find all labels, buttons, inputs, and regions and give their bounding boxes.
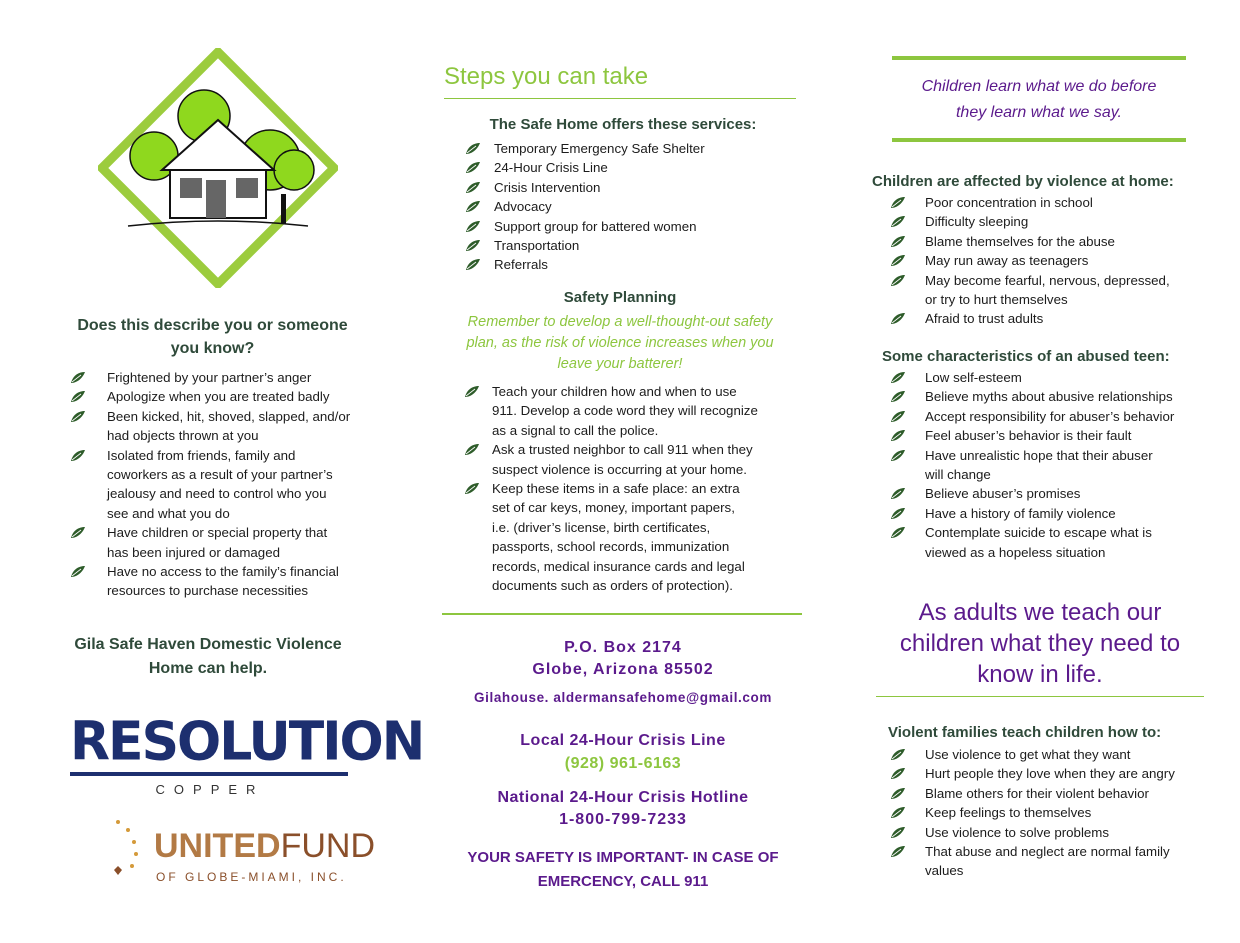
- list-item: [464, 440, 806, 479]
- list-item-text: resources to purchase necessities: [107, 583, 309, 599]
- leaf-bullet-icon: [890, 274, 906, 287]
- divider: [442, 613, 802, 615]
- list-item: [464, 382, 806, 440]
- teen-characteristics-list: [890, 368, 1212, 562]
- leaf-bullet-icon: [890, 826, 906, 839]
- list-item-text: Blame others for their violent behavior: [925, 785, 1149, 801]
- list-item-text: 24-Hour Crisis Line: [494, 160, 608, 176]
- email-link[interactable]: Gilahouse. aldermansafehome@gmail.com: [474, 690, 772, 705]
- list-item-text: Have unrealistic hope that their abuser: [925, 447, 1153, 463]
- list-item-text: Keep feelings to themselves: [925, 805, 1092, 821]
- list-item-text: That abuse and neglect are normal family: [925, 844, 1170, 860]
- leaf-bullet-icon: [890, 410, 906, 423]
- leaf-bullet-icon: [890, 806, 906, 819]
- list-item: [465, 139, 805, 158]
- list-item: [70, 523, 390, 562]
- list-item-text: will change: [925, 467, 991, 483]
- list-item-text: as a signal to call the police.: [492, 422, 659, 438]
- list-item-text: Hurt people they love when they are angry: [925, 766, 1175, 782]
- list-item: [890, 484, 1212, 503]
- list-item: [70, 387, 390, 406]
- leaf-bullet-icon: [890, 254, 906, 267]
- leaf-bullet-icon: [464, 443, 480, 456]
- list-item-text: had objects thrown at you: [107, 428, 259, 444]
- leaf-bullet-icon: [70, 565, 86, 578]
- list-item-text: i.e. (driver’s license, birth certificates,: [492, 519, 711, 535]
- leaf-bullet-icon: [890, 507, 906, 520]
- list-item-text: Been kicked, hit, shoved, slapped, and/or: [107, 408, 351, 424]
- list-item: [890, 232, 1210, 251]
- list-item-text: Temporary Emergency Safe Shelter: [494, 141, 705, 156]
- list-item-text: Poor concentration in school: [925, 195, 1093, 210]
- leaf-bullet-icon: [890, 748, 906, 761]
- list-item: [890, 504, 1212, 523]
- list-item: [890, 387, 1212, 406]
- list-item: [70, 407, 390, 446]
- list-item-text: Ask a trusted neighbor to call 911 when they: [492, 442, 753, 458]
- list-item: [890, 523, 1212, 562]
- local-crisis-label: Local 24-Hour Crisis Line: [520, 732, 726, 749]
- list-item-text: passports, school records, immunization: [492, 539, 730, 555]
- leaf-bullet-icon: [890, 449, 906, 462]
- list-item-text: Feel abuser’s behavior is their fault: [925, 428, 1132, 444]
- leaf-bullet-icon: [890, 767, 906, 780]
- list-item-text: Transportation: [494, 238, 580, 254]
- affected-title: Children are affected by violence at home:: [872, 173, 1174, 190]
- national-hotline-number[interactable]: 1-800-799-7233: [559, 811, 687, 828]
- list-item: [70, 368, 390, 387]
- list-item-text: Believe myths about abusive relationships: [925, 389, 1173, 405]
- leaf-bullet-icon: [465, 258, 481, 271]
- list-item: [890, 842, 1212, 881]
- list-item-text: Frightened by your partner’s anger: [107, 370, 312, 385]
- leaf-bullet-icon: [890, 196, 906, 209]
- list-item-text: values: [925, 863, 964, 879]
- list-item: [465, 197, 805, 216]
- leaf-bullet-icon: [70, 390, 86, 403]
- list-item: [890, 823, 1212, 842]
- list-item: [890, 309, 1210, 328]
- local-crisis-number[interactable]: (928) 961-6163: [564, 755, 682, 772]
- united-fund-logo: UNITEDFUND OF GLOBE-MIAMI, INC.: [62, 812, 362, 892]
- list-item-text: viewed as a hopeless situation: [925, 544, 1106, 560]
- list-item: [465, 255, 805, 274]
- affected-list: [890, 193, 1210, 329]
- leaf-bullet-icon: [890, 526, 906, 539]
- list-item-text: see and what you do: [107, 505, 230, 521]
- list-item: [890, 784, 1212, 803]
- leaf-bullet-icon: [464, 385, 480, 398]
- list-item-text: coworkers as a result of your partner’s: [107, 467, 333, 483]
- list-item-text: Afraid to trust adults: [925, 311, 1044, 327]
- leaf-bullet-icon: [890, 487, 906, 500]
- list-item-text: jealousy and need to control who you: [107, 486, 327, 502]
- list-item-text: Have a history of family violence: [925, 505, 1116, 521]
- leaf-bullet-icon: [890, 787, 906, 800]
- list-item-text: Crisis Intervention: [494, 179, 601, 195]
- panel-right: [868, 0, 1213, 943]
- list-item-text: has been injured or damaged: [107, 544, 280, 560]
- list-item-text: 911. Develop a code word they will recognize: [492, 403, 758, 419]
- list-item-text: Difficulty sleeping: [925, 214, 1029, 230]
- list-item-text: set of car keys, money, important papers,: [492, 500, 735, 516]
- list-item-text: documents such as orders of protection).: [492, 578, 733, 594]
- teen-title: Some characteristics of an abused teen:: [882, 348, 1170, 365]
- list-item-text: or try to hurt themselves: [925, 292, 1068, 308]
- list-item-text: Low self-esteem: [925, 370, 1022, 385]
- list-item: [465, 217, 805, 236]
- list-item: [890, 368, 1212, 387]
- list-item-text: Isolated from friends, family and: [107, 447, 296, 463]
- list-item: [890, 407, 1212, 426]
- leaf-bullet-icon: [70, 526, 86, 539]
- list-item: [890, 745, 1212, 764]
- warning-signs-list: [70, 368, 390, 601]
- list-item-text: Believe abuser’s promises: [925, 486, 1081, 502]
- list-item-text: Use violence to solve problems: [925, 824, 1110, 840]
- leaf-bullet-icon: [465, 161, 481, 174]
- leaf-bullet-icon: [465, 220, 481, 233]
- services-list: [465, 139, 805, 275]
- leaf-bullet-icon: [890, 235, 906, 248]
- panel-middle: [438, 0, 808, 943]
- list-item-text: Have children or special property that: [107, 525, 328, 541]
- list-item: [890, 193, 1210, 212]
- leaf-bullet-icon: [890, 390, 906, 403]
- city-address: Globe, Arizona 85502: [532, 661, 714, 678]
- services-title: The Safe Home offers these services:: [489, 116, 757, 133]
- panel-left: [40, 0, 424, 943]
- divider: [892, 56, 1186, 60]
- safety-planning-title: Safety Planning: [563, 289, 677, 306]
- list-item: [465, 158, 805, 177]
- list-item: [890, 426, 1212, 445]
- safety-planning-note: Remember to develop a well-thought-out safety plan, as the risk of violence increases when you leave your batterer!: [466, 314, 774, 372]
- list-item-text: Contemplate suicide to escape what is: [925, 525, 1152, 541]
- national-hotline-label: National 24-Hour Crisis Hotline: [497, 789, 749, 806]
- leaf-bullet-icon: [890, 312, 906, 325]
- safety-notice: YOUR SAFETY IS IMPORTANT- IN CASE OF EMERCENCY, CALL 911: [467, 849, 779, 890]
- list-item: [465, 178, 805, 197]
- leaf-bullet-icon: [890, 845, 906, 858]
- list-item: [464, 479, 806, 595]
- steps-heading: Steps you can take: [444, 63, 649, 90]
- list-item-text: Advocacy: [494, 199, 552, 215]
- list-item-text: Keep these items in a safe place: an extra: [492, 481, 740, 497]
- violent-families-list: [890, 745, 1212, 881]
- list-item-text: Blame themselves for the abuse: [925, 233, 1115, 249]
- list-item-text: Teach your children how and when to use: [492, 384, 737, 399]
- list-item: [465, 236, 805, 255]
- house-logo-icon: [98, 48, 338, 288]
- violent-families-title: Violent families teach children how to:: [888, 724, 1162, 741]
- list-item-text: Referrals: [494, 257, 548, 273]
- leaf-bullet-icon: [890, 215, 906, 228]
- crescent-moon-icon: [62, 812, 142, 892]
- po-box: P.O. Box 2174: [564, 639, 682, 656]
- adults-statement: As adults we teach our children what they need to know in life.: [899, 599, 1181, 688]
- list-item: [890, 251, 1210, 270]
- leaf-bullet-icon: [70, 371, 86, 384]
- quote: Children learn what we do before they learn what we say.: [921, 78, 1157, 121]
- leaf-bullet-icon: [465, 200, 481, 213]
- list-item-text: Accept responsibility for abuser’s behavior: [925, 408, 1175, 424]
- leaf-bullet-icon: [465, 239, 481, 252]
- list-item-text: May run away as teenagers: [925, 253, 1089, 269]
- leaf-bullet-icon: [890, 429, 906, 442]
- list-item-text: records, medical insurance cards and legal: [492, 558, 745, 574]
- list-item: [890, 212, 1210, 231]
- list-item: [890, 271, 1210, 310]
- list-item: [70, 562, 390, 601]
- describe-heading: Does this describe you or someone you know?: [77, 317, 348, 357]
- divider: [892, 138, 1186, 142]
- list-item-text: Have no access to the family’s financial: [107, 564, 339, 580]
- list-item-text: May become fearful, nervous, depressed,: [925, 272, 1170, 288]
- leaf-bullet-icon: [70, 449, 86, 462]
- leaf-bullet-icon: [890, 371, 906, 384]
- resolution-copper-logo: RESOLUTION COPPER: [70, 711, 424, 797]
- list-item: [890, 446, 1212, 485]
- leaf-bullet-icon: [465, 181, 481, 194]
- list-item: [890, 764, 1212, 783]
- divider: [876, 696, 1204, 697]
- list-item: [890, 803, 1212, 822]
- leaf-bullet-icon: [70, 410, 86, 423]
- divider: [444, 98, 796, 99]
- list-item-text: Use violence to get what they want: [925, 747, 1131, 762]
- list-item-text: suspect violence is occurring at your home.: [492, 461, 747, 477]
- list-item-text: Support group for battered women: [494, 218, 697, 234]
- help-statement: Gila Safe Haven Domestic Violence Home can help.: [74, 636, 342, 677]
- leaf-bullet-icon: [464, 482, 480, 495]
- leaf-bullet-icon: [465, 142, 481, 155]
- list-item-text: Apologize when you are treated badly: [107, 389, 330, 405]
- list-item: [70, 446, 390, 524]
- safety-planning-list: [464, 382, 806, 595]
